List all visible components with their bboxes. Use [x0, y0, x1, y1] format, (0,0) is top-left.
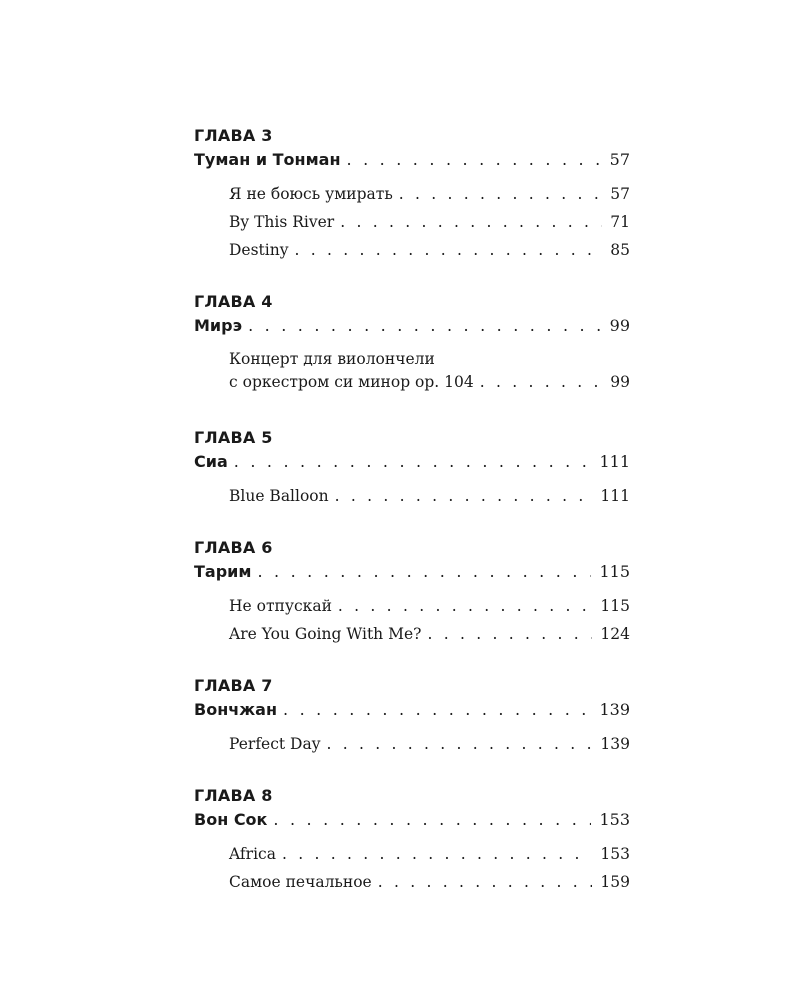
dot-leader [273, 808, 591, 832]
section-title: Are You Going With Me? [229, 625, 422, 643]
chapter-title: Вон Сок [194, 810, 268, 829]
dot-leader [340, 208, 602, 236]
chapter-title: Вончжан [194, 700, 277, 719]
section-title: Я не боюсь умирать [229, 185, 393, 203]
chapter-title-row[interactable] [194, 560, 630, 584]
dot-leader [427, 620, 592, 648]
chapter-label: ГЛАВА 4 [194, 292, 273, 311]
section-row[interactable] [229, 236, 630, 264]
chapter-4 [194, 290, 630, 394]
section-title: Perfect Day [229, 735, 321, 753]
dot-leader [257, 560, 591, 584]
section-row[interactable] [229, 620, 630, 648]
section-list [194, 840, 630, 896]
page-number: 111 [600, 487, 630, 505]
chapter-label: ГЛАВА 3 [194, 126, 273, 145]
section-row[interactable] [229, 592, 630, 620]
page-number: 159 [600, 873, 630, 891]
dot-leader [338, 592, 592, 620]
chapter-label: ГЛАВА 5 [194, 428, 273, 447]
page-number: 99 [609, 316, 630, 335]
chapter-title: Сиа [194, 452, 228, 471]
section-title: Africa [229, 845, 276, 863]
page-number: 115 [599, 562, 630, 581]
section-row[interactable] [229, 348, 630, 394]
chapter-7 [194, 674, 630, 758]
dot-leader [282, 840, 592, 868]
chapter-title: Туман и Тонман [194, 150, 341, 169]
chapter-6 [194, 536, 630, 648]
dot-leader [248, 314, 602, 338]
chapter-3 [194, 124, 630, 264]
page-number: 124 [600, 625, 630, 643]
chapter-label: ГЛАВА 6 [194, 538, 273, 557]
dot-leader [347, 148, 602, 172]
section-title: Destiny [229, 241, 289, 259]
section-list [194, 180, 630, 264]
dot-leader [399, 180, 603, 208]
dot-leader [480, 371, 603, 394]
chapter-title-row[interactable] [194, 450, 630, 474]
spacer [194, 394, 630, 426]
section-title: Blue Balloon [229, 487, 329, 505]
spacer [194, 758, 630, 784]
page-number: 153 [599, 810, 630, 829]
page-number: 57 [609, 150, 630, 169]
chapter-title: Тарим [194, 562, 252, 581]
page-number: 57 [610, 185, 630, 203]
section-title-line1: Концерт для виолончели [229, 350, 435, 368]
section-title: Самое печальное [229, 873, 372, 891]
spacer [194, 648, 630, 674]
section-row[interactable] [229, 180, 630, 208]
dot-leader [283, 698, 591, 722]
page-number: 111 [599, 452, 630, 471]
section-row[interactable] [229, 208, 630, 236]
chapter-title-row[interactable] [194, 698, 630, 722]
spacer [194, 264, 630, 290]
chapter-label: ГЛАВА 7 [194, 676, 273, 695]
section-list [194, 730, 630, 758]
chapter-5 [194, 426, 630, 510]
table-of-contents [194, 124, 630, 896]
section-row[interactable] [229, 868, 630, 896]
section-list [194, 348, 630, 394]
dot-leader [327, 730, 593, 758]
spacer [194, 510, 630, 536]
chapter-label: ГЛАВА 8 [194, 786, 273, 805]
chapter-title-row[interactable] [194, 808, 630, 832]
page-number: 85 [610, 241, 630, 259]
section-list [194, 592, 630, 648]
dot-leader [234, 450, 592, 474]
page-number: 139 [599, 700, 630, 719]
section-title: By This River [229, 213, 335, 231]
section-row[interactable] [229, 840, 630, 868]
page-number: 71 [610, 213, 630, 231]
page-number: 99 [610, 373, 630, 391]
chapter-title-row[interactable] [194, 148, 630, 172]
chapter-title-row[interactable] [194, 314, 630, 338]
page-number: 115 [600, 597, 630, 615]
section-row[interactable] [229, 482, 630, 510]
dot-leader [335, 482, 593, 510]
page-number: 153 [600, 845, 630, 863]
page-number: 139 [600, 735, 630, 753]
section-list [194, 482, 630, 510]
section-title-line2: с оркестром си минор ор. 104 [229, 373, 474, 391]
chapter-title: Мирэ [194, 316, 243, 335]
section-row[interactable] [229, 730, 630, 758]
dot-leader [294, 236, 602, 264]
section-title: Не отпускай [229, 597, 332, 615]
chapter-8 [194, 784, 630, 896]
dot-leader [378, 868, 593, 896]
